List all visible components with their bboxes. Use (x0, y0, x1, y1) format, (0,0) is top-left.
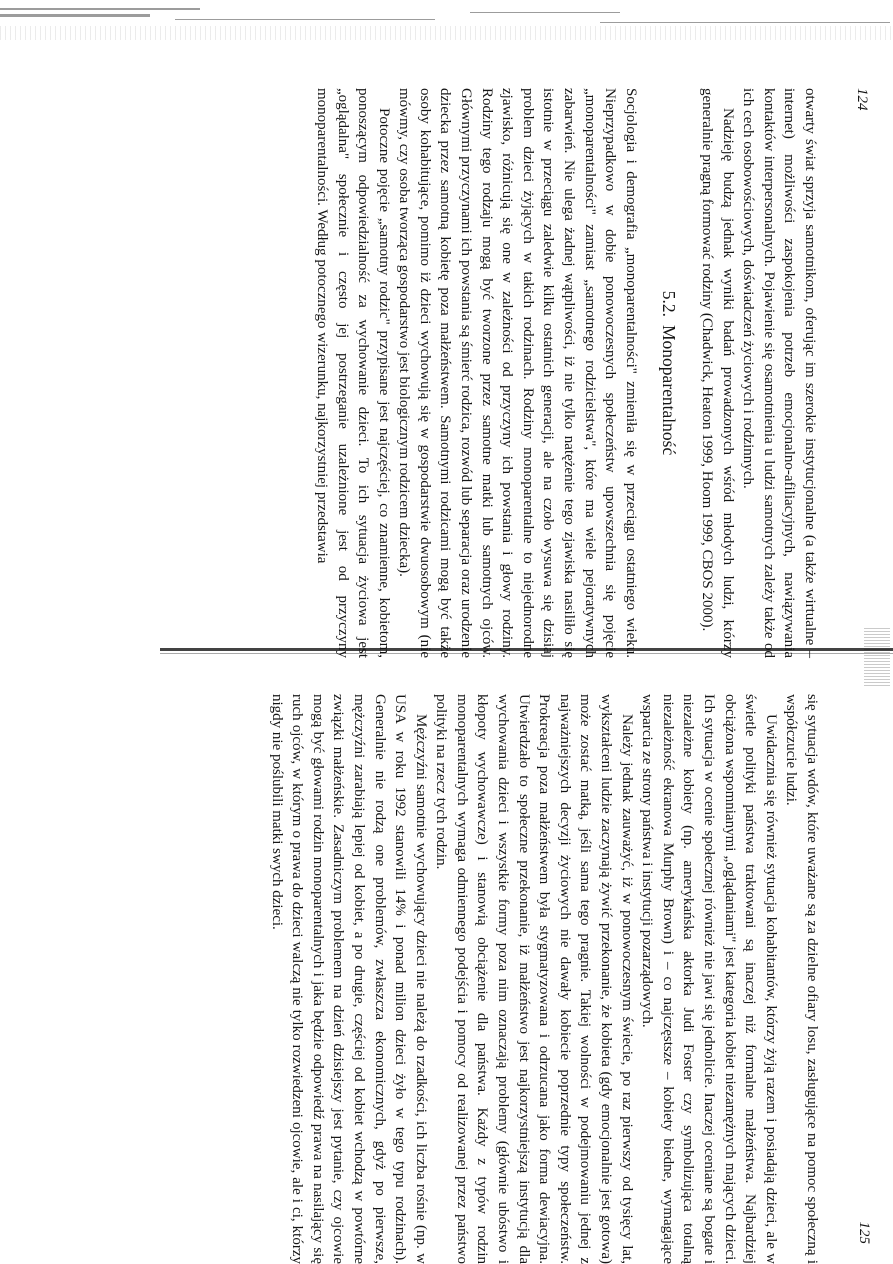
section-heading (659, 88, 680, 658)
left-page (190, 88, 870, 658)
page-number-right: 125 (856, 1221, 872, 1244)
fold-scan-artifact (864, 628, 890, 688)
paragraph-continuation: się sytuacja wdów, które uważane są za dzielne ofiary losu, zasługujące na pomoc społeczną i współczucie ludzi. (783, 694, 820, 1264)
paragraph-uwidacznia: Uwidacznia się również sytuacja kohabitantów, którzy żyją razem i posiadają dzieci, ale w świetle polityki państwa traktowani są inaczej niż formalne małżeństwa. Najbardziej obciążona wspomnianymi „oglądaniami" jest kategoria kobiet niezamężnych mających dzieci. Ich sytuacja w ocenie społecznej również nie jawi się jednolicie. Inaczej oceniane są bogate i niezależne kobiety (np. amerykańska aktorka Judi Foster czy symbolizująca totalną niezależność ekranowa Murphy Brown) i – co najczęstsze – kobiety biedne, wymagające wsparcia ze strony państwa i instytucji pozarządowych. (639, 694, 779, 1264)
paragraph-potoczne: Potoczne pojęcie „samotny rodzic" przypisane jest najczęściej, co znamienne, kobietom, ponoszącym odpowiedzialność za wychowanie dzieci. To ich sytuacja życiowa jest „oglądalna" społecznie i często jej postrzeganie uzależnione jest od przyczyny monoparentalności. Według potocznego wizerunku, najkorzystniej przedstawia (313, 88, 392, 658)
paragraph-mezczyzni: Mężczyźni samotnie wychowujący dzieci nie należą do rzadkości, ich liczba rośnie (np. w USA w roku 1992 stanowili 14% i ponad milion dzieci żyło w tego typu rodzinach). Generalnie nie rodzą one problemów, zwłaszcza ekonomicznych, gdyż po pierwsze, mężczyźni zarabiają lepiej od kobiet, a po drugie, częściej od kobiet wchodzą w powtórne związki małżeńskie. Zasadniczym problemem na dzień dzisiejszy jest pytanie, czy ojcowie mogą być głowami rodzin monoparentalnych i jaka będzie odpowiedź prawa na nasilający się ruch ojców, w którym o prawa do dzieci walczą nie tylko rozwiedzeni ojcowie, ale i ci, którzy nigdy nie poślubili matki swych dzieci. (268, 694, 429, 1264)
paragraph-intro: otwarty świat sprzyja samotnikom, oferując im szerokie instytucjonalne (a także wirtualne – internet) możliwości zaspokojenia potrzeb emocjonalno-afiliacyjnych, nawiązywania kontaktów interpersonalnych. Pojawienie się osamotnienia u ludzi samotnych zależy także od ich cech osobowościowych, doświadczeń życiowych i rodzinnych. (740, 88, 818, 658)
section-heading-title: Monoparentalność (659, 325, 680, 456)
section-heading-number: 5.2. (659, 290, 680, 317)
right-page (262, 694, 872, 1264)
page-number-left: 124 (854, 88, 870, 111)
scan-top-edge (0, 0, 893, 46)
paragraph-nalezy: Należy jednak zauważyć, iż w ponowoczesnym świecie, po raz pierwszy od tysięcy lat, wykształceni ludzie zaczynają żywić przekonanie, że kobieta (gdy emocjonalnie jest gotowa) może zostać matką, jeśli sama tego pragnie. Takiej wolności w podejmowaniu jednej z najważniejszych decyzji życiowych nie dawały kobiecie poprzednie typy społeczeństw. Prokreacja poza małżeństwem była stygmatyzowana i odrzucana jako forma dewiacyjna. Utwierdzało to społeczne przekonanie, iż małżeństwo jest najkorzystniejszą instytucją dla wychowania dzieci i wszystkie formy poza nim oznaczają problemy (głównie ubóstwo i kłopoty wychowawcze) i stanowią obciążenie dla państwa. Każdy z typów rodzin monoparentalnych wymaga odmiennego podejścia i pomocy od realizowanej przez państwo polityki na rzecz tych rodzin. (433, 694, 635, 1264)
paragraph-nadzieje: Nadzieję budzą jednak wyniki badań prowadzonych wśród młodych ludzi, którzy generalnie pragną formować rodziny (Chadwick, Heaton 1999, Hoom 1999, CBOS 2000). (699, 88, 736, 658)
paragraph-socjologia: Socjologia i demografia „monoparentalności" zmieniła się w przeciągu ostatniego wieku. Nieprzypadkowo w dobie ponowoczesnych społeczeństw upowszechnia się pojęcie „monoparentalności" zamiast „samotnego rodzicielstwa", które ma wiele pejoratywnych zabarwień. Nie ulega żadnej wątpliwości, iż nie tylko natężenie tego zjawiska nasiliło się istotnie w przeciągu zaledwie kilku ostatnich generacji, ale na czoło wysuwa się dzisiaj problem dzieci żyjących w takich rodzinach. Rodziny monoparentalne to niejednorodne zjawisko, różnicują się one w zależności od przyczyny ich powstania i głowy rodziny. Rodziny tego rodzaju mogą być tworzone przez samotne matki lub samotnych ojców. Głównymi przyczynami ich powstania są śmierć rodzica, rozwód lub separacja oraz urodzenie dziecka przez samotną kobietę poza małżeństwem. Samotnymi rodzicami mogą być także osoby kohabitujące, pomimo iż dzieci wychowują się w gospodarstwie dwuosobowym (nie mówmy, czy osoba tworząca gospodarstwo jest biologicznym rodzicem dziecka). (396, 88, 639, 658)
